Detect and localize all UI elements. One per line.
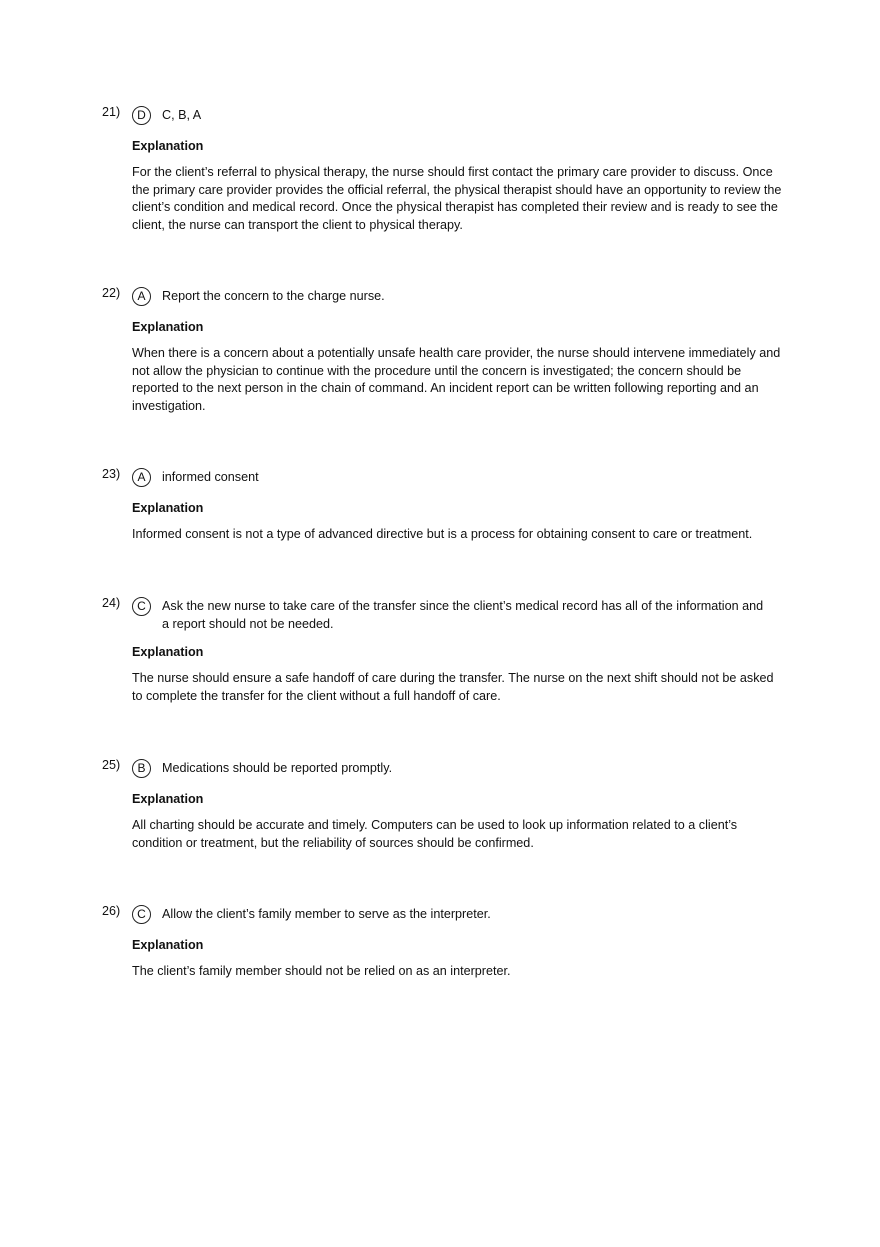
explanation-label: Explanation xyxy=(132,320,204,334)
explanation-text: All charting should be accurate and timely. Computers can be used to look up information related to a client’s condition or treatment, but the reliability of sources should be confirmed. xyxy=(132,818,738,850)
explanation-text: The client’s family member should not be relied on as an interpreter. xyxy=(132,964,511,978)
explanation-text: For the client’s referral to physical therapy, the nurse should first contact the primary care provider to discuss. Once the primary care provider provides the official referral, the physical therapist should have an opportunity to review the client’s condition and medical record. Once the physical therapist has completed their review and is ready to see the client, the nurse can transport the client to physical therapy. xyxy=(132,165,782,232)
explanation-label: Explanation xyxy=(132,501,204,515)
answer-text: Report the concern to the charge nurse. xyxy=(162,289,385,303)
explanation-label: Explanation xyxy=(132,645,204,659)
explanation-label: Explanation xyxy=(132,938,204,952)
answer-text: Allow the client’s family member to serve as the interpreter. xyxy=(162,907,491,921)
answer-letter-circle: C xyxy=(132,597,151,616)
answer-text: Ask the new nurse to take care of the transfer since the client’s medical record has all of the information and a report should not be needed. xyxy=(162,599,764,631)
answer-letter-circle: C xyxy=(132,905,151,924)
answer-text: C, B, A xyxy=(162,108,202,122)
question-number: 26) xyxy=(102,904,121,918)
answer-letter-circle: A xyxy=(132,468,151,487)
answer-letter-circle: B xyxy=(132,759,151,778)
question-number: 21) xyxy=(102,105,121,119)
question-number: 23) xyxy=(102,467,121,481)
question-number: 24) xyxy=(102,596,121,610)
explanation-text: When there is a concern about a potentially unsafe health care provider, the nurse should intervene immediately and not allow the physician to continue with the procedure until the concern is investigated; the concern should be reported to the next person in the chain of command. An incident report can be written following reporting and an investigation. xyxy=(132,346,781,413)
answer-letter-circle: D xyxy=(132,106,151,125)
question-number: 25) xyxy=(102,758,121,772)
explanation-label: Explanation xyxy=(132,139,204,153)
explanation-label: Explanation xyxy=(132,792,204,806)
question-number: 22) xyxy=(102,286,121,300)
answer-text: informed consent xyxy=(162,470,259,484)
answer-text: Medications should be reported promptly. xyxy=(162,761,393,775)
explanation-text: The nurse should ensure a safe handoff of care during the transfer. The nurse on the next shift should not be asked to complete the transfer for the client without a full handoff of care. xyxy=(132,671,774,703)
answer-letter-circle: A xyxy=(132,287,151,306)
explanation-text: Informed consent is not a type of advanced directive but is a process for obtaining consent to care or treatment. xyxy=(132,527,753,541)
